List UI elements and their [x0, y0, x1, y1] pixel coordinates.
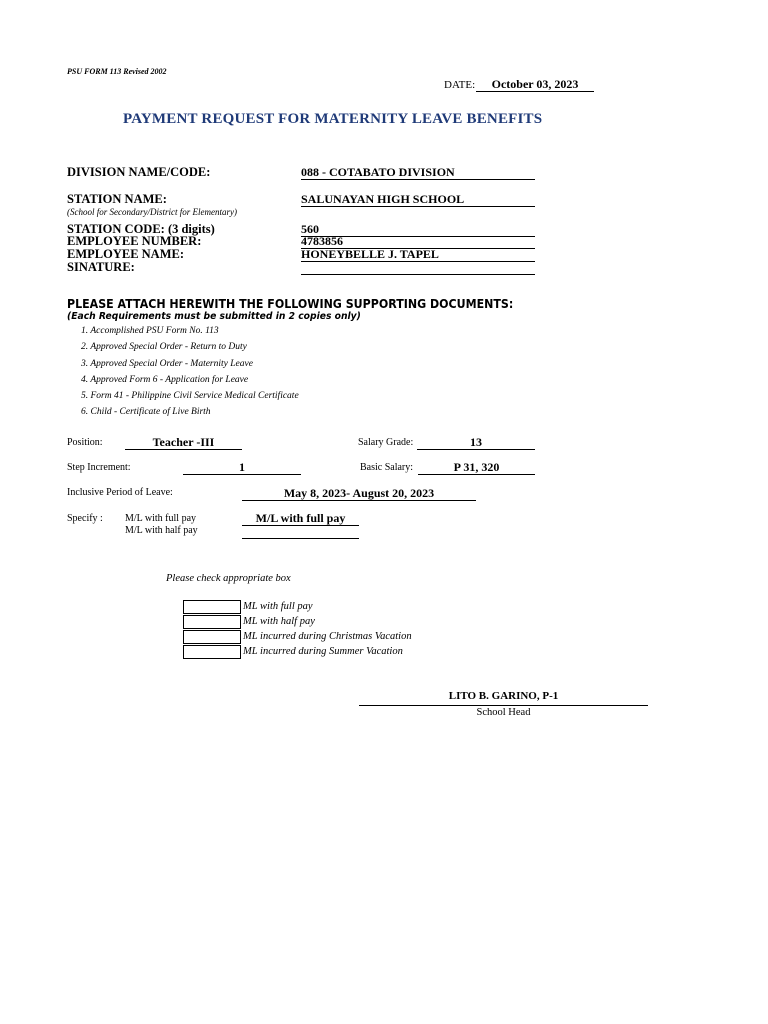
station-code-value: 560: [301, 222, 535, 237]
employee-number-value: 4783856: [301, 234, 535, 249]
specify-label: Specify :: [67, 513, 103, 524]
page-title: PAYMENT REQUEST FOR MATERNITY LEAVE BENEFITS: [123, 111, 543, 127]
station-code-label: STATION CODE: (3 digits): [67, 222, 215, 236]
document-item: 3. Approved Special Order - Maternity Leave: [81, 359, 253, 369]
station-name-value: SALUNAYAN HIGH SCHOOL: [301, 192, 535, 207]
position-label: Position:: [67, 437, 103, 448]
checkbox-label: ML with full pay: [243, 601, 313, 612]
document-item: 6. Child - Certificate of Live Birth: [81, 407, 211, 417]
specify-option-half: M/L with half pay: [125, 525, 198, 536]
checkbox-ml-summer[interactable]: [183, 645, 241, 659]
division-label: DIVISION NAME/CODE:: [67, 165, 211, 179]
specify-value-half: [242, 524, 359, 539]
step-increment-value: 1: [183, 460, 301, 475]
employee-name-label: EMPLOYEE NAME:: [67, 247, 185, 261]
document-item: 5. Form 41 - Philippine Civil Service Medical Certificate: [81, 391, 299, 401]
signatory-title: School Head: [476, 707, 531, 718]
employee-name-value: HONEYBELLE J. TAPEL: [301, 247, 535, 262]
document-item: 2. Approved Special Order - Return to Duty: [81, 342, 247, 352]
date-label: DATE:: [444, 79, 476, 91]
specify-value-full: M/L with full pay: [242, 511, 359, 526]
specify-option-full: M/L with full pay: [125, 513, 197, 524]
checkbox-ml-christmas[interactable]: [183, 630, 241, 644]
document-item: 4. Approved Form 6 - Application for Leave: [81, 375, 249, 385]
station-note: (School for Secondary/District for Elementary): [67, 207, 237, 217]
leave-period-value: May 8, 2023- August 20, 2023: [242, 486, 476, 501]
checkbox-label: ML incurred during Christmas Vacation: [243, 631, 412, 642]
basic-salary-value: P 31, 320: [418, 460, 535, 475]
position-value: Teacher -III: [125, 435, 242, 450]
checkbox-label: ML incurred during Summer Vacation: [243, 646, 403, 657]
signature-label: SINATURE:: [67, 260, 135, 274]
salary-grade-value: 13: [417, 435, 535, 450]
signature-line: [359, 705, 648, 706]
employee-number-label: EMPLOYEE NUMBER:: [67, 234, 202, 248]
checkbox-instructions: Please check appropriate box: [166, 573, 291, 584]
checkbox-label: ML with half pay: [243, 616, 315, 627]
basic-salary-label: Basic Salary:: [360, 462, 414, 473]
form-number: PSU FORM 113 Revised 2002: [67, 67, 167, 76]
step-increment-label: Step Increment:: [67, 462, 131, 473]
station-name-label: STATION NAME:: [67, 192, 167, 206]
division-value: 088 - COTABATO DIVISION: [301, 165, 535, 180]
salary-grade-label: Salary Grade:: [358, 437, 414, 448]
documents-heading: PLEASE ATTACH HEREWITH THE FOLLOWING SUPPORTING DOCUMENTS:: [67, 297, 514, 311]
documents-note: (Each Requirements must be submitted in 2 copies only): [67, 311, 361, 322]
leave-period-label: Inclusive Period of Leave:: [67, 487, 173, 498]
checkbox-ml-half-pay[interactable]: [183, 615, 241, 629]
document-item: 1. Accomplished PSU Form No. 113: [81, 326, 219, 336]
checkbox-ml-full-pay[interactable]: [183, 600, 241, 614]
date-value: October 03, 2023: [476, 77, 594, 92]
signatory-name: LITO B. GARINO, P-1: [448, 690, 559, 702]
signature-field: [301, 260, 535, 275]
